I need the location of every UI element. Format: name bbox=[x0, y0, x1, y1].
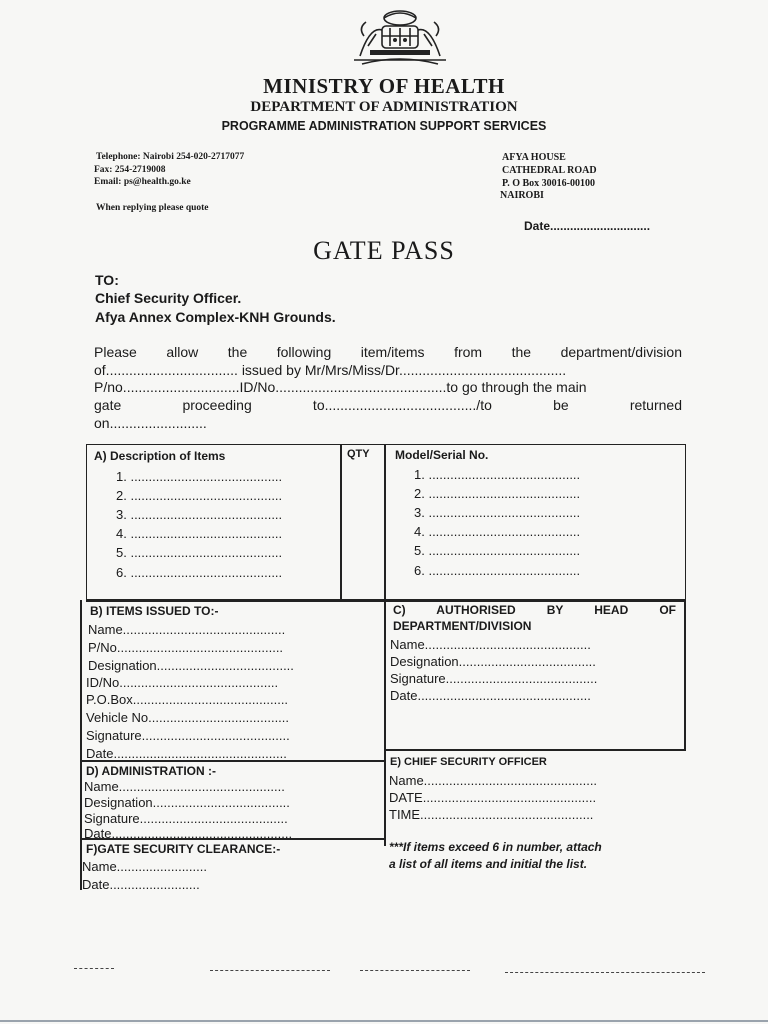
section-d-title: D) ADMINISTRATION :- bbox=[86, 764, 216, 778]
item-row-1: 1. .......................................... bbox=[116, 469, 283, 484]
b-signature: Signature......................................... bbox=[86, 728, 290, 743]
rule-right-edge bbox=[684, 600, 686, 750]
body-line-5: on......................... bbox=[94, 415, 207, 431]
to-location: Afya Annex Complex-KNH Grounds. bbox=[95, 309, 336, 325]
gate-pass-title: GATE PASS bbox=[313, 236, 455, 265]
item-row-5: 5. .......................................... bbox=[116, 545, 283, 560]
serial-row-1: 1. .......................................... bbox=[414, 467, 581, 482]
scan-mark-3 bbox=[360, 970, 470, 972]
date-field: Date.............................. bbox=[524, 219, 651, 233]
item-row-6: 6. .......................................... bbox=[116, 565, 283, 580]
rule-e-top bbox=[384, 749, 686, 751]
scan-mark-4 bbox=[505, 972, 705, 974]
qty-header: QTY bbox=[347, 448, 370, 460]
coat-of-arms-emblem bbox=[340, 6, 460, 68]
to-label: TO: bbox=[95, 272, 119, 288]
b-vehicle: Vehicle No....................................... bbox=[86, 710, 290, 725]
e-time: TIME................................................ bbox=[389, 807, 594, 822]
email-line: Email: ps@health.go.ke bbox=[94, 177, 191, 187]
section-a-title: A) Description of Items bbox=[94, 449, 226, 463]
item-row-2: 2. .......................................... bbox=[116, 488, 283, 503]
divider-lower-center bbox=[384, 600, 386, 846]
c-designation: Designation...................................... bbox=[390, 654, 596, 669]
d-name: Name.............................................. bbox=[84, 779, 285, 794]
item-row-3: 3. .......................................... bbox=[116, 507, 283, 522]
f-date: Date......................... bbox=[82, 877, 200, 892]
body-line-3: P/no..............................ID/No............................................to go through the main bbox=[94, 379, 587, 395]
c-date: Date................................................ bbox=[390, 688, 591, 703]
section-e-title: E) CHIEF SECURITY OFFICER bbox=[390, 756, 547, 768]
telephone-line: Telephone: Nairobi 254-020-2717077 bbox=[96, 152, 245, 162]
rule-left-edge bbox=[80, 600, 82, 890]
serial-row-5: 5. .......................................... bbox=[414, 543, 581, 558]
body-line-4: gate proceeding to......................................./to be returned bbox=[94, 397, 682, 413]
to-recipient: Chief Security Officer. bbox=[95, 290, 242, 306]
b-pobox: P.O.Box........................................... bbox=[86, 692, 289, 707]
address-line-4: NAIROBI bbox=[500, 190, 544, 201]
address-line-1: AFYA HOUSE bbox=[502, 152, 566, 163]
programme-title: PROGRAMME ADMINISTRATION SUPPORT SERVICES bbox=[221, 119, 547, 133]
scan-bottom-edge bbox=[0, 1020, 768, 1022]
serial-row-2: 2. .......................................... bbox=[414, 486, 581, 501]
scan-mark-2 bbox=[210, 970, 330, 972]
d-designation: Designation...................................... bbox=[84, 795, 290, 810]
model-serial-header: Model/Serial No. bbox=[395, 448, 489, 462]
address-line-2: CATHEDRAL ROAD bbox=[502, 165, 597, 176]
item-row-4: 4. .......................................... bbox=[116, 526, 283, 541]
divider-qty-right bbox=[384, 444, 386, 600]
b-designation: Designation...................................... bbox=[88, 658, 294, 673]
serial-row-3: 3. .......................................... bbox=[414, 505, 581, 520]
divider-qty-left bbox=[340, 444, 342, 600]
note-line-1: ***If items exceed 6 in number, attach bbox=[389, 840, 602, 854]
scan-mark-1 bbox=[74, 968, 114, 970]
serial-row-6: 6. .......................................... bbox=[414, 563, 581, 578]
d-date: Date.................................................. bbox=[84, 826, 293, 841]
ministry-title: MINISTRY OF HEALTH bbox=[263, 74, 505, 98]
department-title: DEPARTMENT OF ADMINISTRATION bbox=[250, 99, 518, 115]
note-line-2: a list of all items and initial the list. bbox=[389, 857, 588, 871]
section-b-title: B) ITEMS ISSUED TO:- bbox=[90, 604, 219, 618]
b-pno: P/No.............................................. bbox=[88, 640, 284, 655]
fax-line: Fax: 254-2719008 bbox=[94, 165, 166, 175]
e-name: Name................................................ bbox=[389, 773, 598, 788]
e-date: DATE................................................ bbox=[389, 790, 597, 805]
reply-note: When replying please quote bbox=[96, 203, 209, 213]
section-f-title: F)GATE SECURITY CLEARANCE:- bbox=[86, 842, 281, 856]
body-line-1: Please allow the following item/items from the department/division bbox=[94, 344, 682, 360]
b-name: Name............................................. bbox=[88, 622, 286, 637]
b-idno: ID/No............................................ bbox=[86, 675, 279, 690]
section-c-title: C) AUTHORISED BY HEAD OF bbox=[393, 603, 676, 617]
section-c-subtitle: DEPARTMENT/DIVISION bbox=[393, 619, 532, 633]
serial-row-4: 4. .......................................... bbox=[414, 524, 581, 539]
c-name: Name.............................................. bbox=[390, 637, 591, 652]
b-date: Date................................................ bbox=[86, 746, 287, 761]
d-signature: Signature......................................... bbox=[84, 811, 288, 826]
body-line-2: of.................................. issued by Mr/Mrs/Miss/Dr........................................... bbox=[94, 362, 567, 378]
address-line-3: P. O Box 30016-00100 bbox=[502, 178, 595, 189]
rule-b-top bbox=[86, 600, 686, 602]
f-name: Name......................... bbox=[82, 859, 207, 874]
c-signature: Signature.......................................... bbox=[390, 671, 598, 686]
